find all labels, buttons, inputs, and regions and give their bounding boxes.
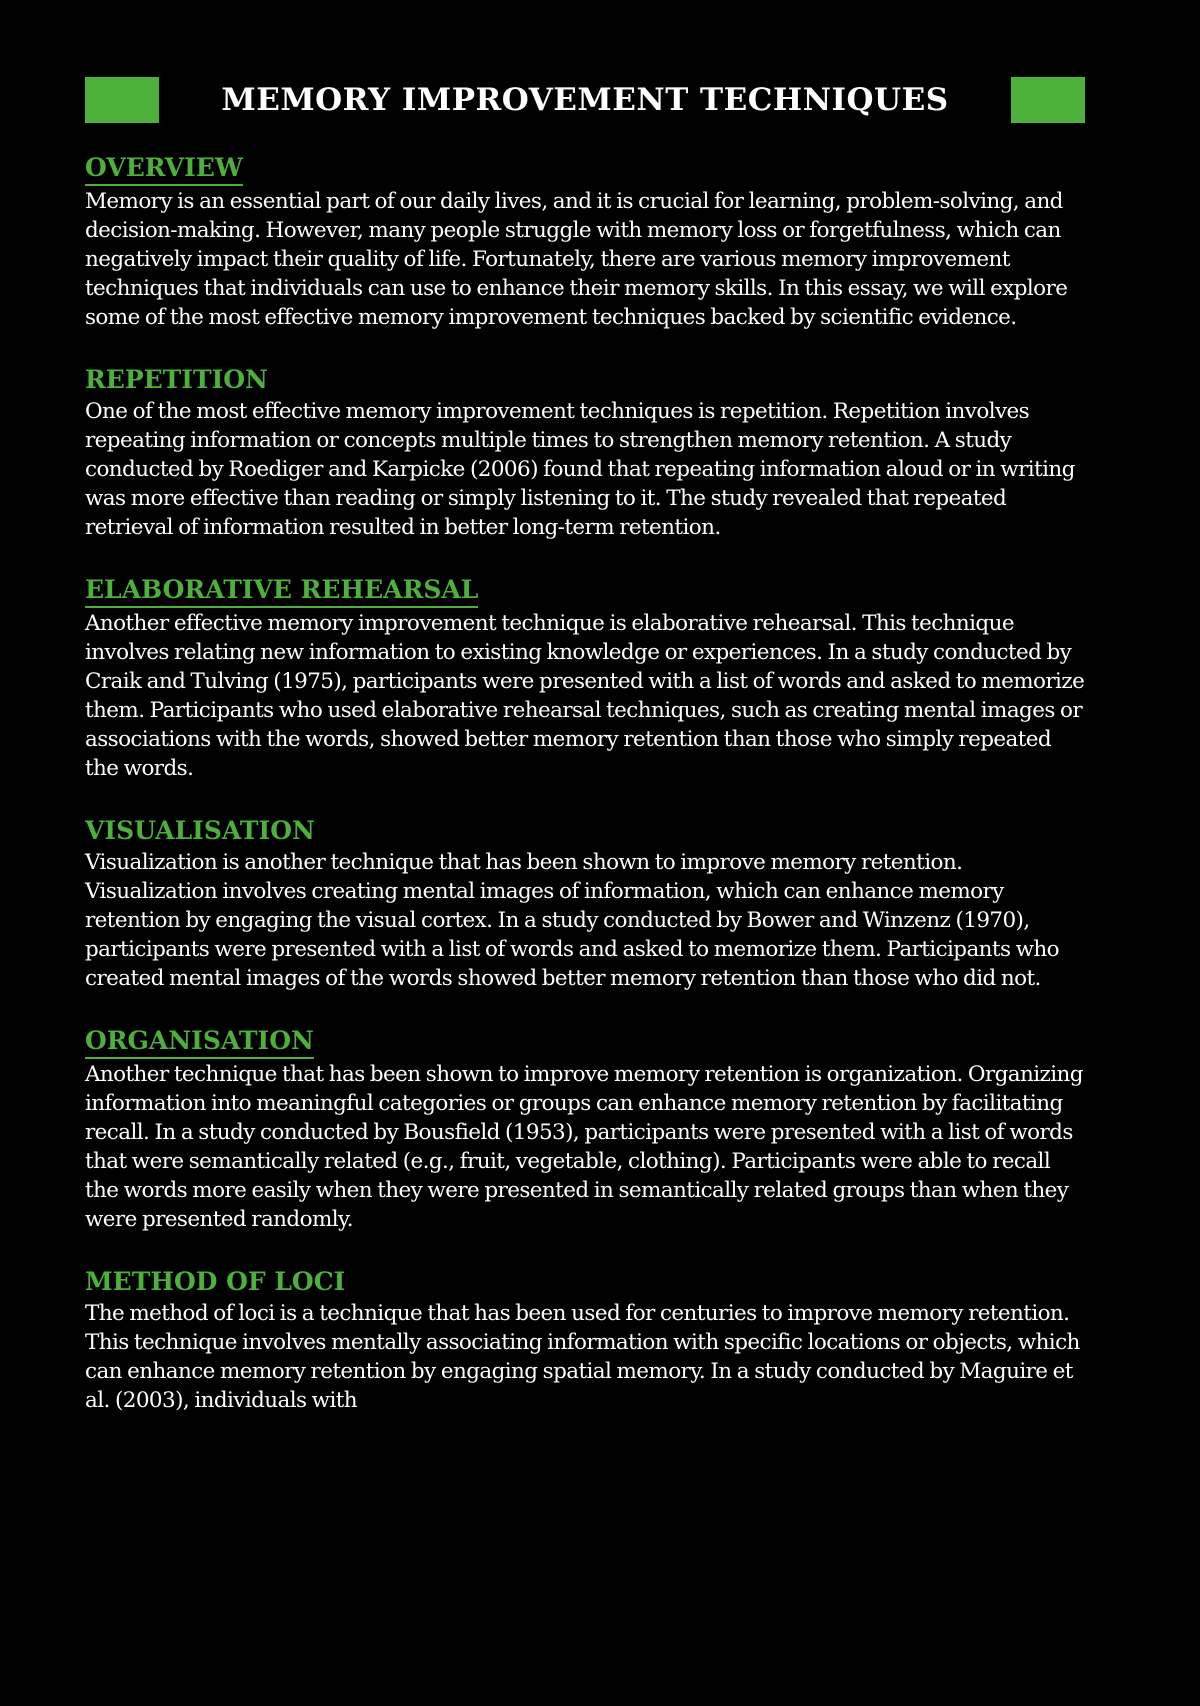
- section-method-of-loci: [85, 1267, 1085, 1415]
- section-heading-visualisation: VISUALISATION: [85, 816, 315, 845]
- section-repetition: [85, 365, 1085, 542]
- section-organisation: [85, 1026, 1085, 1234]
- document-page: [85, 77, 1085, 1448]
- section-body-visualisation: Visualization is another technique that has been shown to improve memory retention. Visualization involves creating mental images of information, which can enhance memory retention by engaging the visual cortex. In a study conducted by Bower and Winzenz (1970), participants were presented with a list of words and asked to memorize them. Participants who created mental images of the words showed better memory retention than those who did not.: [85, 850, 1060, 991]
- section-elaborative-rehearsal: [85, 575, 1085, 783]
- title-accent-block-left: [85, 77, 159, 123]
- section-overview: [85, 153, 1085, 332]
- document-title: MEMORY IMPROVEMENT TECHNIQUES: [221, 82, 949, 118]
- section-body-repetition: One of the most effective memory improvement techniques is repetition. Repetition involves repeating information or concepts multiple times to strengthen memory retention. A study conducted by Roediger and Karpicke (2006) found that repeating information aloud or in writing was more effective than reading or simply listening to it. The study revealed that repeated retrieval of information resulted in better long-term retention.: [85, 399, 1075, 540]
- section-heading-overview: OVERVIEW: [85, 153, 243, 186]
- title-bar: [85, 77, 1085, 123]
- section-heading-repetition: REPETITION: [85, 365, 268, 394]
- section-heading-organisation: ORGANISATION: [85, 1026, 314, 1059]
- section-body-elaborative-rehearsal: Another effective memory improvement technique is elaborative rehearsal. This technique involves relating new information to existing knowledge or experiences. In a study conducted by Craik and Tulving (1975), participants were presented with a list of words and asked to memorize them. Participants who used elaborative rehearsal techniques, such as creating mental images or associations with the words, showed better memory retention than those who simply repeated the words.: [85, 611, 1085, 781]
- section-visualisation: [85, 816, 1085, 993]
- section-body-overview: Memory is an essential part of our daily lives, and it is crucial for learning, problem-solving, and decision-making. However, many people struggle with memory loss or forgetfulness, which can negatively impact their quality of life. Fortunately, there are various memory improvement techniques that individuals can use to enhance their memory skills. In this essay, we will explore some of the most effective memory improvement techniques backed by scientific evidence.: [85, 189, 1068, 330]
- section-heading-method-of-loci: METHOD OF LOCI: [85, 1267, 346, 1296]
- title-accent-block-right: [1011, 77, 1085, 123]
- section-body-organisation: Another technique that has been shown to improve memory retention is organization. Organizing information into meaningful categories or groups can enhance memory retention by facilitating recall. In a study conducted by Bousfield (1953), participants were presented with a list of words that were semantically related (e.g., fruit, vegetable, clothing). Participants were able to recall the words more easily when they were presented in semantically related groups than when they were presented randomly.: [85, 1062, 1083, 1232]
- section-body-method-of-loci: The method of loci is a technique that has been used for centuries to improve memory retention. This technique involves mentally associating information with specific locations or objects, which can enhance memory retention by engaging spatial memory. In a study conducted by Maguire et al. (2003), individuals with: [85, 1301, 1080, 1413]
- section-heading-elaborative-rehearsal: ELABORATIVE REHEARSAL: [85, 575, 478, 608]
